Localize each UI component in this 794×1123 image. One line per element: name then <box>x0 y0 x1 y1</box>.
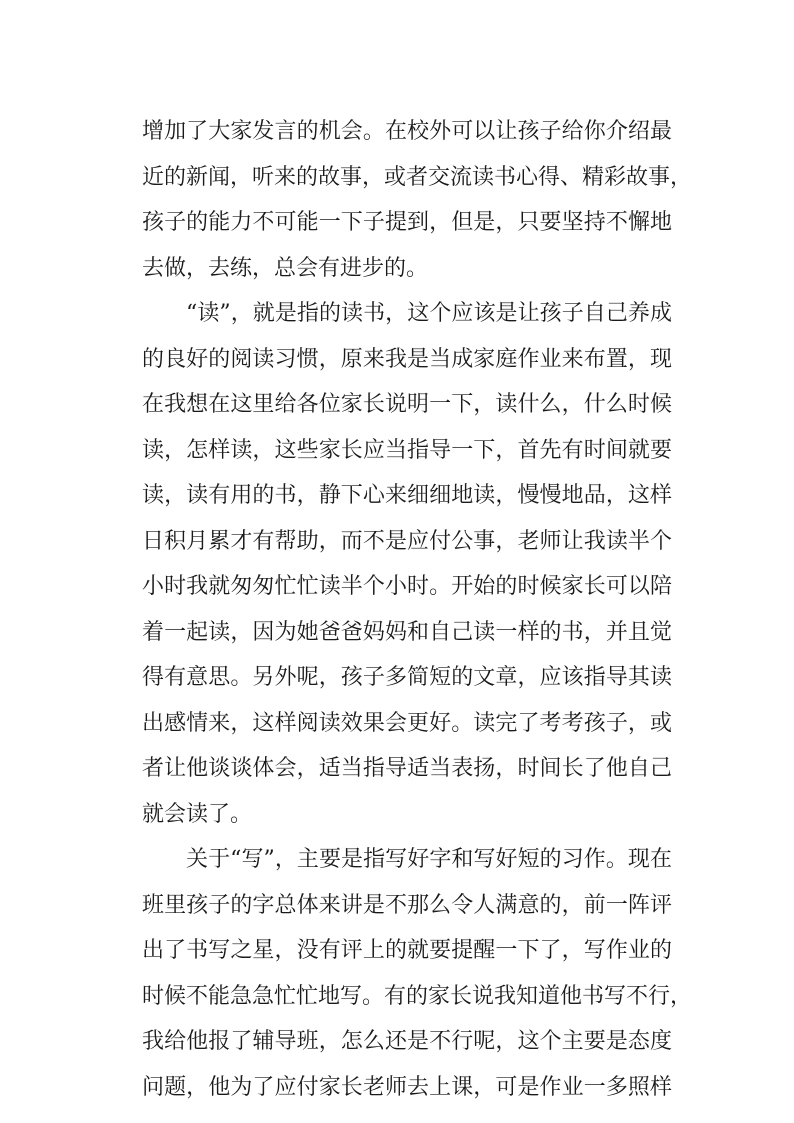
text-line: 得有意思。另外呢，孩子多简短的文章，应该指导其读 <box>142 665 672 690</box>
text-line: 就会读了。 <box>142 801 253 827</box>
text-line: 孩子的能力不可能一下子提到，但是，只要坚持不懈地 <box>142 210 672 235</box>
text-line: 者让他谈谈体会，适当指导适当表扬，时间长了他自己 <box>142 756 672 781</box>
text-line: 读，怎样读，这些家长应当指导一下，首先有时间就要 <box>142 437 672 463</box>
text-line: 近的新闻，听来的故事，或者交流读书心得、精彩故事， <box>142 164 693 190</box>
paragraph-first-line: 关于“写”，主要是指写好字和写好短的习作。现在 <box>186 847 672 872</box>
text-line: 我给他报了辅导班，怎么还是不行呢，这个主要是态度 <box>142 1029 672 1054</box>
text-line: 着一起读，因为她爸爸妈妈和自己读一样的书，并且觉 <box>142 619 672 645</box>
text-line: 读，读有用的书，静下心来细细地读，慢慢地品，这样 <box>142 483 672 508</box>
text-line: 的良好的阅读习惯，原来我是当成家庭作业来布置，现 <box>142 346 672 372</box>
text-line: 小时我就匆匆忙忙读半个小时。开始的时候家长可以陪 <box>142 574 672 599</box>
text-line: 出了书写之星，没有评上的就要提醒一下了，写作业的 <box>142 938 672 963</box>
text-line: 出感情来，这样阅读效果会更好。读完了考考孩子，或 <box>142 710 672 736</box>
text-line: 增加了大家发言的机会。在校外可以让孩子给你介绍最 <box>142 119 672 144</box>
body-text <box>142 109 693 1110</box>
text-line: 班里孩子的字总体来讲是不那么令人满意的，前一阵评 <box>142 892 672 918</box>
text-line: 日积月累才有帮助，而不是应付公事，老师让我读半个 <box>142 528 672 554</box>
paragraph-first-line: “读”，就是指的读书，这个应该是让孩子自己养成 <box>186 301 672 326</box>
text-line: 在我想在这里给各位家长说明一下，读什么，什么时候 <box>142 392 672 417</box>
text-line: 时候不能急急忙忙地写。有的家长说我知道他书写不行， <box>142 983 693 1009</box>
text-line: 问题，他为了应付家长老师去上课，可是作业一多照样 <box>142 1074 672 1100</box>
text-line: 去做，去练，总会有进步的。 <box>142 255 429 281</box>
